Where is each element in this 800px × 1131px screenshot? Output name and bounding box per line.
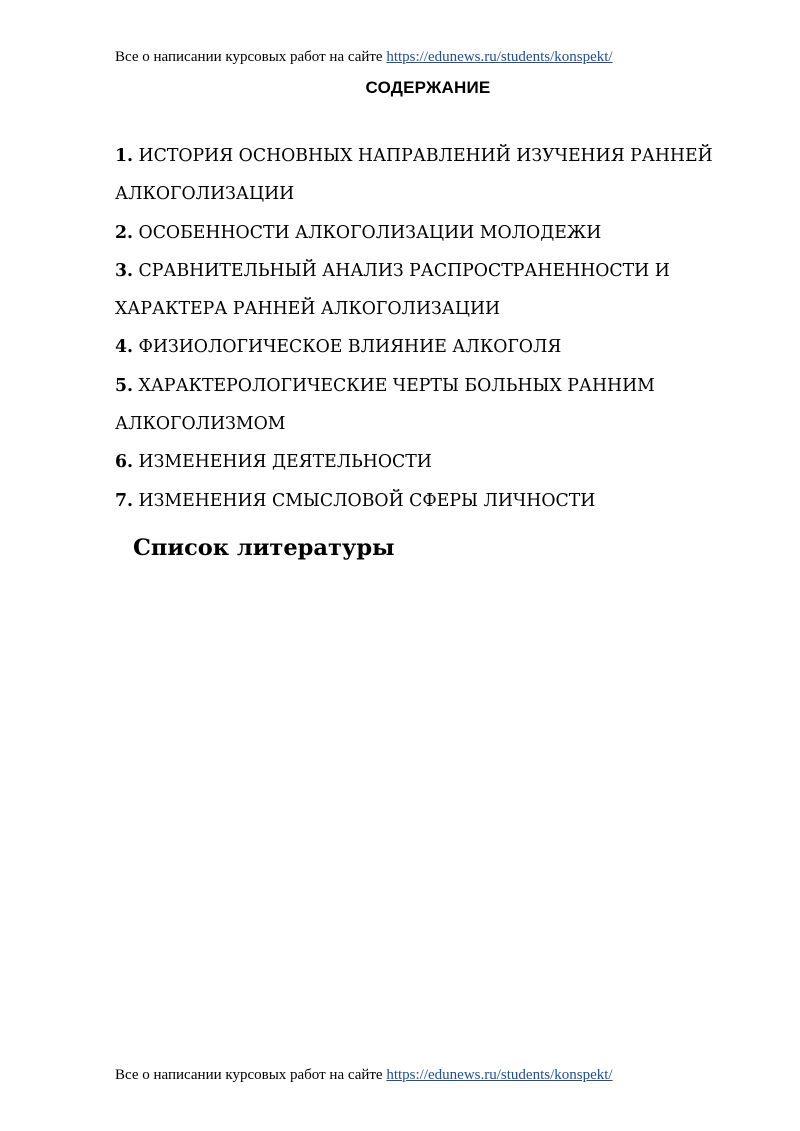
bibliography-heading: Список литературы — [133, 535, 395, 561]
page-footer — [115, 1066, 613, 1084]
toc-number: 4. — [115, 337, 134, 358]
toc-number: 6. — [115, 452, 134, 473]
page-title: СОДЕРЖАНИЕ — [365, 78, 491, 97]
toc-text: ИСТОРИЯ ОСНОВНЫХ НАПРАВЛЕНИЙ ИЗУЧЕНИЯ РАННЕЙ АЛКОГОЛИЗАЦИИ — [115, 146, 713, 205]
toc-text: СРАВНИТЕЛЬНЫЙ АНАЛИЗ РАСПРОСТРАНЕННОСТИ И ХАРАКТЕРА РАННЕЙ АЛКОГОЛИЗАЦИИ — [115, 260, 670, 320]
footer-link[interactable]: https://edunews.ru/students/konspekt/ — [386, 1067, 613, 1083]
toc-number: 2. — [115, 222, 134, 243]
toc-text: ХАРАКТЕРОЛОГИЧЕСКИЕ ЧЕРТЫ БОЛЬНЫХ РАННИМ АЛКОГОЛИЗМОМ — [115, 375, 655, 435]
toc-text: ИЗМЕНЕНИЯ СМЫСЛОВОЙ СФЕРЫ ЛИЧНОСТИ — [138, 490, 596, 511]
toc-item-2 — [115, 214, 755, 252]
toc-number: 3. — [115, 260, 134, 281]
toc-number: 5. — [115, 375, 134, 396]
footer-text: Все о написании курсовых работ на сайте — [115, 1067, 387, 1083]
toc-item-3 — [115, 252, 755, 329]
toc-item-4 — [115, 328, 755, 366]
toc-item-6 — [115, 443, 755, 481]
toc-text: ОСОБЕННОСТИ АЛКОГОЛИЗАЦИИ МОЛОДЕЖИ — [138, 222, 602, 243]
toc-text: ФИЗИОЛОГИЧЕСКОЕ ВЛИЯНИЕ АЛКОГОЛЯ — [138, 337, 562, 358]
header-text: Все о написании курсовых работ на сайте — [115, 49, 387, 65]
toc-number: 1. — [115, 146, 134, 166]
toc-text: ИЗМЕНЕНИЯ ДЕЯТЕЛЬНОСТИ — [138, 452, 432, 473]
toc-item-7 — [115, 482, 755, 520]
toc-number: 7. — [115, 490, 134, 511]
table-of-contents — [115, 137, 755, 520]
page-header — [115, 48, 613, 66]
toc-item-1 — [115, 137, 755, 214]
toc-item-5 — [115, 367, 755, 444]
header-link[interactable]: https://edunews.ru/students/konspekt/ — [386, 49, 613, 65]
